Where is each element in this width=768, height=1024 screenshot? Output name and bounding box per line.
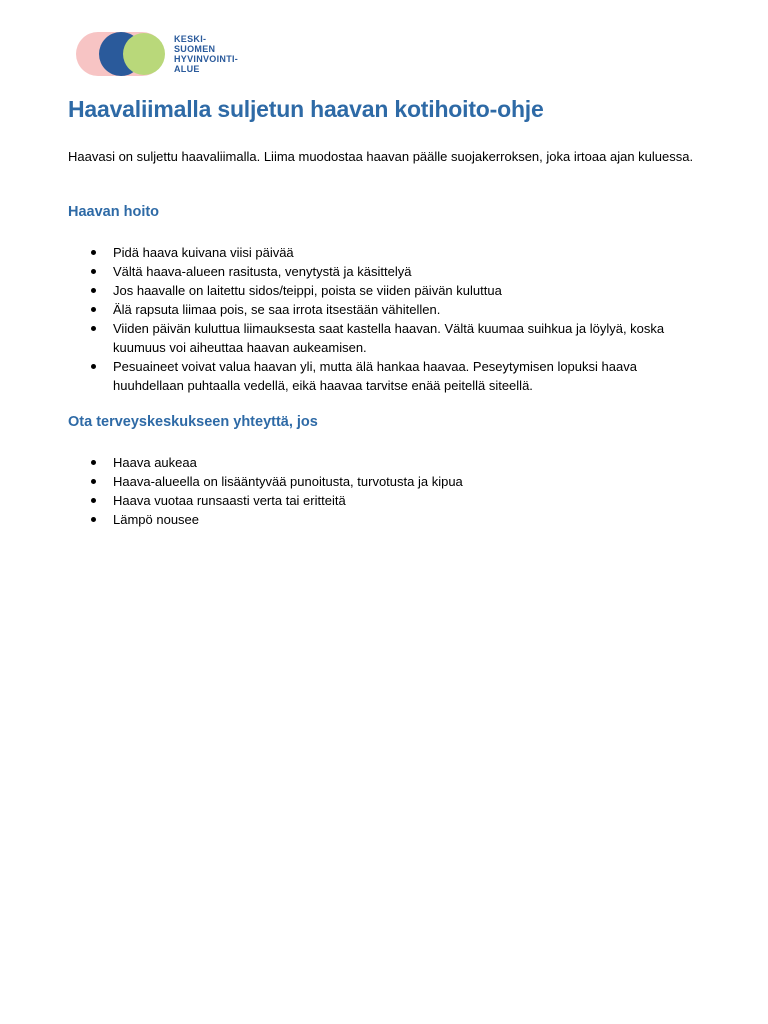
logo-text-line-4: ALUE (174, 64, 200, 74)
list-item: Pesuaineet voivat valua haavan yli, mutta älä hankaa haavaa. Peseytymisen lopuksi haava huuhdellaan puhtaalla vedellä, eikä haavaa tarvitse enää peitellä siteellä. (68, 357, 708, 395)
page-title: Haavaliimalla suljetun haavan kotihoito-ohje (68, 96, 544, 122)
list-item: Haava-alueella on lisääntyvää punoitusta, turvotusta ja kipua (68, 472, 708, 491)
section-heading-wound-care: Haavan hoito (68, 204, 160, 220)
section-heading-contact: Ota terveyskeskukseen yhteyttä, jos (68, 414, 318, 430)
list-item: Haava vuotaa runsaasti verta tai eritteitä (68, 491, 708, 510)
list-item: Haava aukeaa (68, 453, 708, 472)
list-item: Jos haavalle on laitettu sidos/teippi, poista se viiden päivän kuluttua (68, 281, 708, 300)
list-item: Pidä haava kuivana viisi päivää (68, 243, 708, 262)
list-item: Lämpö nousee (68, 510, 708, 529)
logo-text-line-3: HYVINVOINTI- (174, 54, 239, 64)
logo-green-circle (123, 33, 165, 75)
wound-care-list (68, 243, 708, 395)
list-item: Älä rapsuta liimaa pois, se saa irrota itsestään vähitellen. (68, 300, 708, 319)
logo-text-line-2: SUOMEN (174, 44, 216, 54)
intro-paragraph: Haavasi on suljettu haavaliimalla. Liima muodostaa haavan päälle suojakerroksen, joka irtoaa ajan kuluessa. (68, 149, 694, 164)
logo-circles-icon (76, 31, 166, 77)
logo-text-line-1: KESKI- (174, 34, 207, 44)
list-item: Vältä haava-alueen rasitusta, venytystä ja käsittelyä (68, 262, 708, 281)
logo-text (174, 34, 238, 74)
contact-conditions-list (68, 453, 708, 529)
organization-logo (76, 31, 238, 77)
list-item: Viiden päivän kuluttua liimauksesta saat kastella haavan. Vältä kuumaa suihkua ja löylyä, koska kuumuus voi aiheuttaa haavan aukeamisen. (68, 319, 708, 357)
